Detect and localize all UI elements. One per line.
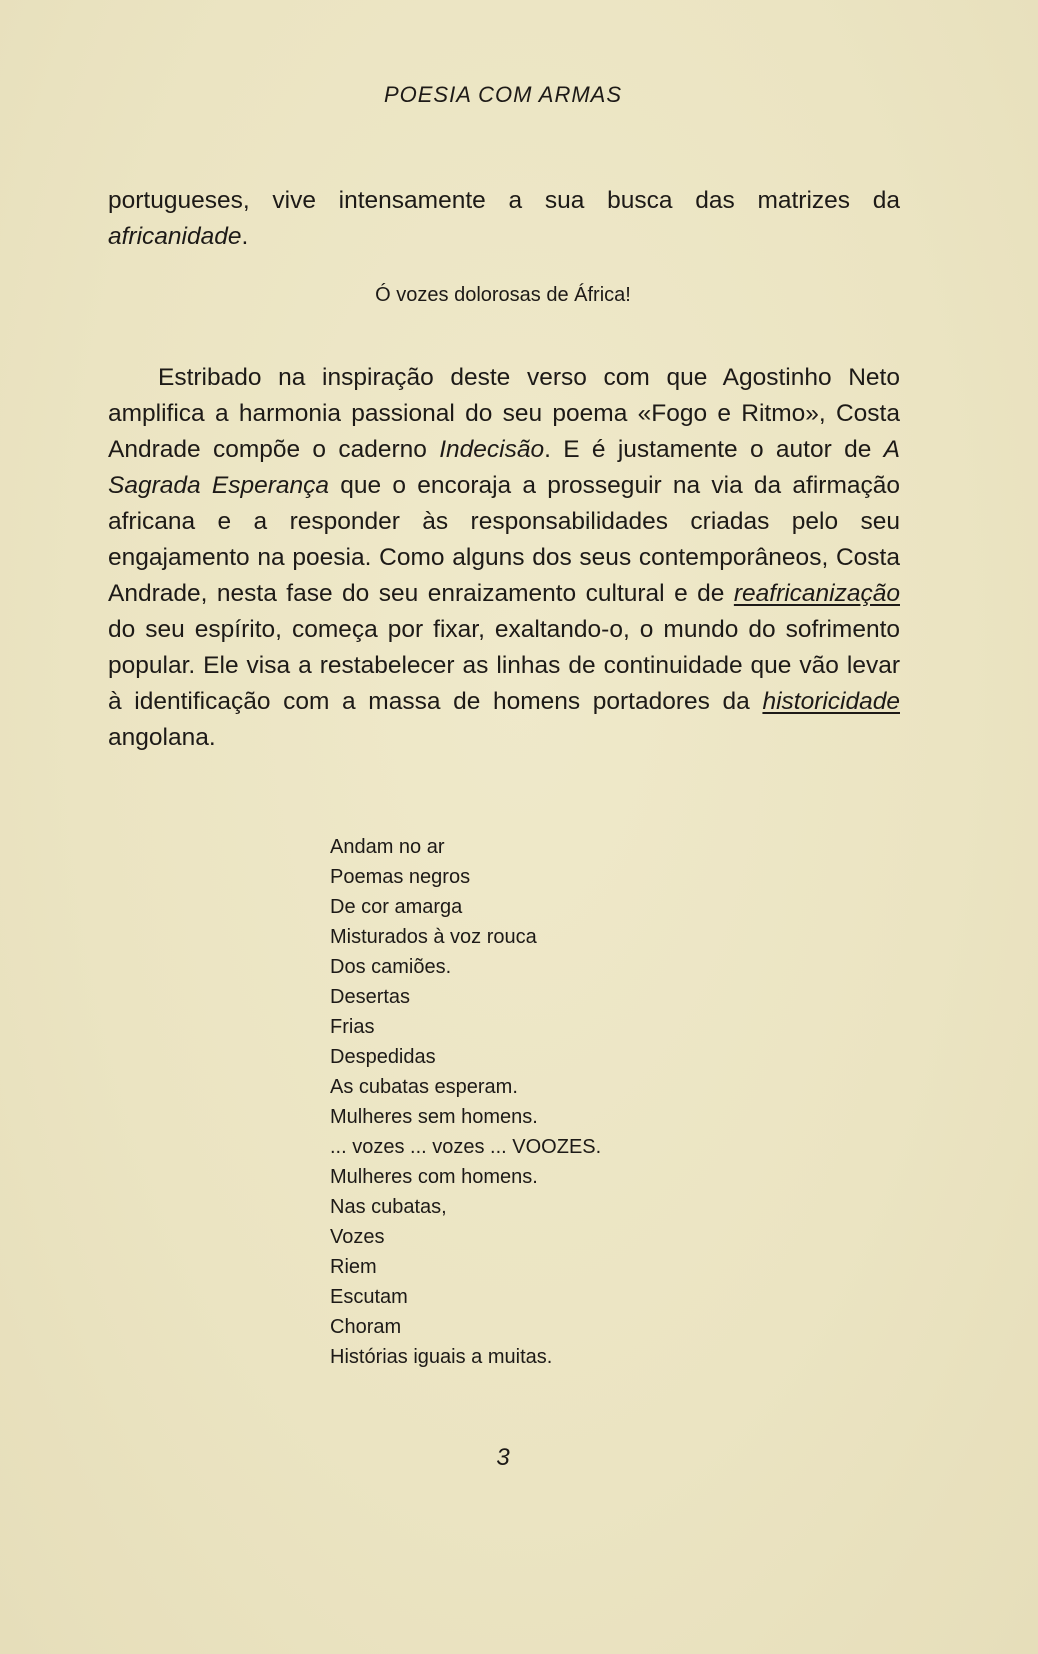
poem-line: Desertas bbox=[330, 986, 411, 1008]
poem bbox=[330, 832, 601, 1372]
poem-line: Choram bbox=[330, 1316, 402, 1338]
poem-line: Andam no ar bbox=[330, 836, 445, 858]
poem-line: Nas cubatas, bbox=[330, 1196, 447, 1218]
quoted-verse: Ó vozes dolorosas de África! bbox=[375, 284, 631, 306]
paragraph-intro-italic: africanidade bbox=[108, 223, 242, 250]
page-number: 3 bbox=[496, 1444, 510, 1471]
poem-line: Histórias iguais a muitas. bbox=[330, 1346, 553, 1368]
poem-line: Misturados à voz rouca bbox=[330, 926, 537, 948]
paragraph-main bbox=[108, 360, 900, 756]
paragraph-main-reafricanizacao: reafricanização bbox=[733, 580, 900, 607]
paragraph-main-title-indecisao: Indecisão bbox=[439, 436, 545, 463]
paragraph-main-part-c: . E é justamente o autor de bbox=[544, 436, 884, 463]
paragraph-main-part-g: do seu espírito, começa por fixar, exaltando-o, o mundo do sofrimento popular. Ele visa a restabelecer as linhas de continuidade que vão levar à identificação com a massa de homens portadores da bbox=[108, 616, 900, 715]
running-header: POESIA COM ARMAS bbox=[383, 82, 623, 107]
paragraph-intro-text: portugueses, vive intensamente a sua busca das matrizes da bbox=[108, 187, 900, 214]
poem-line: Mulheres com homens. bbox=[330, 1166, 538, 1188]
poem-line: De cor amarga bbox=[330, 896, 463, 918]
paragraph-main-title-sagrada-esperanca: A Sagrada Esperança bbox=[108, 436, 900, 499]
paragraph-intro bbox=[108, 183, 900, 255]
paragraph-main-part-e: que o encoraja a prosseguir na via da afirmação africana e a responder às responsabilidades criadas pelo seu engajamento na poesia. Como alguns dos seus contemporâneos, Costa Andrade, nesta fase do seu enraizamento cultural e de bbox=[108, 472, 900, 607]
poem-line: Escutam bbox=[330, 1286, 408, 1308]
poem-line: Mulheres sem homens. bbox=[330, 1106, 538, 1128]
paragraph-main-part-i: angolana. bbox=[108, 724, 216, 751]
poem-line: Riem bbox=[330, 1256, 377, 1278]
poem-line: Dos camiões. bbox=[330, 956, 452, 978]
poem-line: As cubatas esperam. bbox=[330, 1076, 518, 1098]
poem-line: Despedidas bbox=[330, 1046, 436, 1068]
paragraph-intro-end: . bbox=[241, 223, 249, 250]
poem-line: Frias bbox=[330, 1016, 375, 1038]
paragraph-main-part-a: Estribado na inspiração deste verso com que Agostinho Neto amplifica a harmonia passional do seu poema «Fogo e Ritmo», Costa Andrade compõe o caderno bbox=[108, 364, 900, 463]
poem-line: Poemas negros bbox=[330, 866, 471, 888]
poem-line: ... vozes ... vozes ... VOOZES. bbox=[330, 1136, 602, 1158]
poem-line: Vozes bbox=[330, 1226, 385, 1248]
paragraph-main-historicidade: historicidade bbox=[762, 688, 900, 715]
